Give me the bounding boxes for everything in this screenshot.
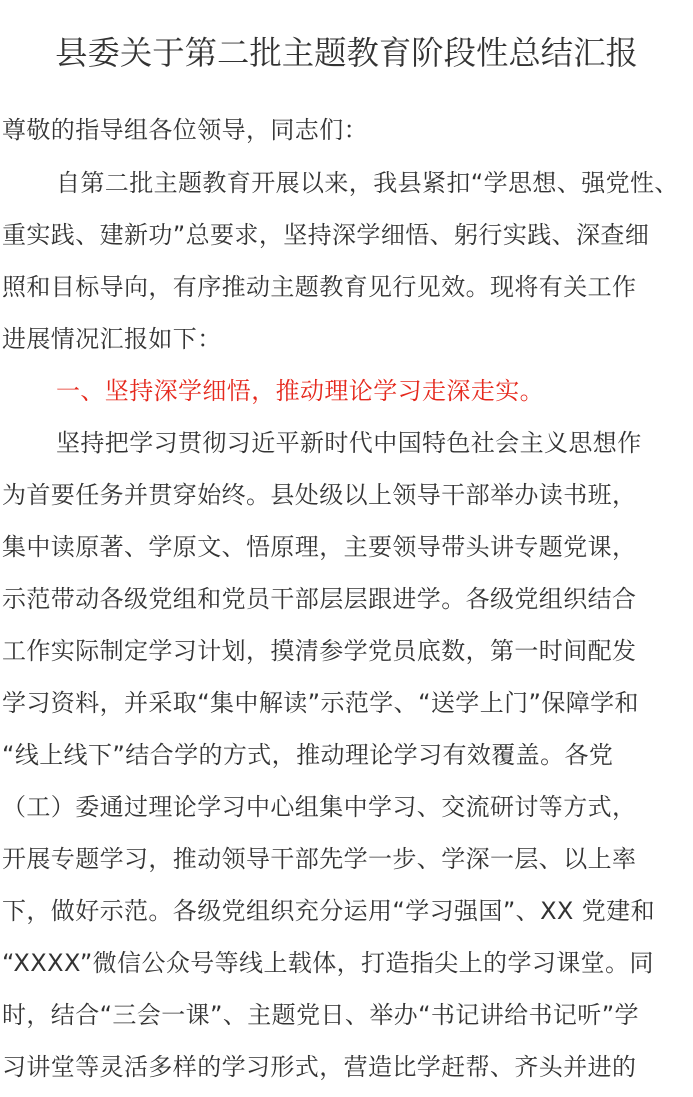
body-line: “线上线下”结合学的方式，推动理论学习有效覆盖。各党 bbox=[2, 741, 614, 769]
body-line: 示范带动各级党组和党员干部层层跟进学。各级党组织结合 bbox=[2, 585, 637, 613]
section-heading: 一、坚持深学细悟，推动理论学习走深走实。 bbox=[56, 377, 544, 405]
intro-line: 进展情况汇报如下： bbox=[2, 325, 222, 353]
body-line: 习讲堂等灵活多样的学习形式，营造比学赶帮、齐头并进的 bbox=[2, 1053, 637, 1081]
body-line: 下，做好示范。各级党组织充分运用“学习强国”、XX 党建和 bbox=[2, 897, 655, 925]
body-line: 为首要任务并贯穿始终。县处级以上领导干部举办读书班， bbox=[2, 481, 637, 509]
body-line: 坚持把学习贯彻习近平新时代中国特色社会主义思想作 bbox=[56, 429, 642, 457]
body-line: 开展专题学习，推动领导干部先学一步、学深一层、以上率 bbox=[2, 845, 637, 873]
body-line: （工）委通过理论学习中心组集中学习、交流研讨等方式， bbox=[2, 793, 637, 821]
body-line: 时，结合“三会一课”、主题党日、举办“书记讲给书记听”学 bbox=[2, 1001, 639, 1029]
intro-line: 重实践、建新功”总要求，坚持深学细悟、躬行实践、深查细 bbox=[2, 221, 650, 249]
body-line: “XXXX”微信公众号等线上载体，打造指尖上的学习课堂。同 bbox=[2, 949, 654, 977]
intro-line: 照和目标导向，有序推动主题教育见行见效。现将有关工作 bbox=[2, 273, 637, 301]
salutation: 尊敬的指导组各位领导，同志们： bbox=[2, 116, 368, 144]
body-line: 集中读原著、学原文、悟原理，主要领导带头讲专题党课， bbox=[2, 533, 637, 561]
body-line: 工作实际制定学习计划，摸清参学党员底数，第一时间配发 bbox=[2, 637, 637, 665]
document-title: 县委关于第二批主题教育阶段性总结汇报 bbox=[55, 34, 638, 72]
intro-line: 自第二批主题教育开展以来，我县紧扣“学思想、强党性、 bbox=[56, 169, 679, 197]
body-line: 学习资料，并采取“集中解读”示范学、“送学上门”保障学和 bbox=[2, 689, 639, 717]
